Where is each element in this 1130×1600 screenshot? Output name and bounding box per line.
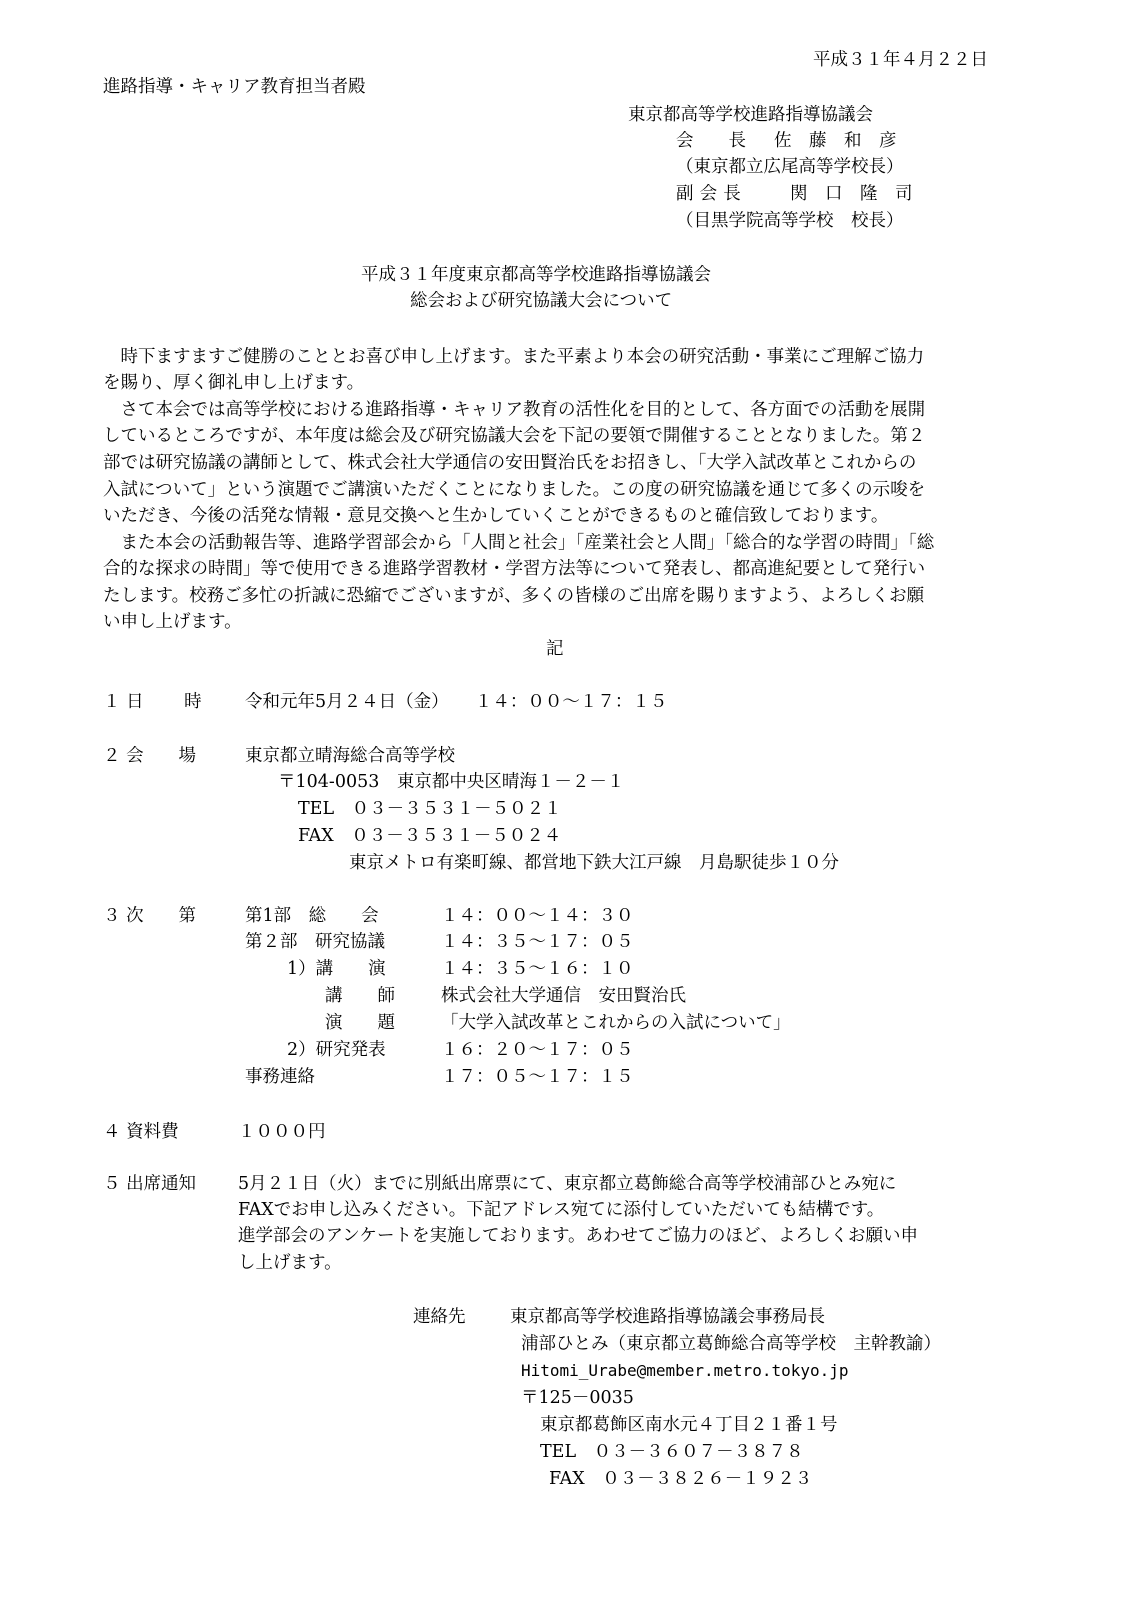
contact-fax: FAX ０３－３８２６－１９２３ [549, 1469, 813, 1489]
item1-value: 令和元年5月２４日（金） １４：００～１７：１５ [245, 692, 668, 712]
contact-label: 連絡先 [413, 1307, 466, 1327]
program-row-name: 1）講 演 [287, 959, 386, 979]
program-row-time: １４：３５～１６：１０ [441, 959, 634, 979]
venue-postal-address: 〒104-0053 東京都中央区晴海１－２－１ [278, 772, 625, 792]
item3-label: ３ 次 第 [103, 906, 197, 926]
document-date: 平成３１年４月２２日 [813, 50, 988, 70]
ki-heading: 記 [546, 639, 564, 659]
program-row-detail: 「大学入試改革とこれからの入試について」 [441, 1013, 791, 1033]
president-name: 佐 藤 和 彦 [774, 131, 897, 151]
contact-tel: TEL ０３－３６０７－３８７８ [540, 1442, 804, 1462]
program-row-name: 演 題 [325, 1013, 395, 1033]
addressee: 進路指導・キャリア教育担当者殿 [103, 77, 366, 97]
contact-org: 東京都高等学校進路指導協議会事務局長 [510, 1307, 825, 1327]
program-row-time: １６：２０～１７：０５ [441, 1040, 634, 1060]
vice-president-name: 関 口 隆 司 [790, 184, 913, 204]
venue-tel: TEL ０３－３５３１－５０２１ [298, 799, 562, 819]
program-row-name: 第1部 総 会 [245, 906, 379, 926]
program-row-name: 第２部 研究協議 [245, 932, 385, 952]
document-title-line2: 総会および研究協議大会について [410, 291, 673, 311]
item4-value: １０００円 [238, 1122, 326, 1142]
body-line: 時下ますますご健勝のこととお喜び申し上げます。また平素より本会の研究活動・事業にご理解ご協力 [103, 347, 925, 367]
body-line: いただき、今後の活発な情報・意見交換へと生かしていくことができるものと確信致しております。 [103, 506, 889, 526]
venue-access: 東京メトロ有楽町線、都営地下鉄大江戸線 月島駅徒歩１０分 [349, 853, 839, 873]
body-line: さて本会では高等学校における進路指導・キャリア教育の活性化を目的として、各方面での活動を展開 [103, 400, 926, 420]
vice-president-title: 副会長 [676, 184, 747, 204]
venue-fax: FAX ０３－３５３１－５０２４ [298, 826, 562, 846]
item4-label: ４ 資料費 [103, 1122, 179, 1142]
item2-label: ２ 会 場 [103, 746, 197, 766]
attendance-line: FAXでお申し込みください。下記アドレス宛てに添付していただいても結構です。 [238, 1200, 885, 1220]
president-title: 会 長 [676, 131, 746, 151]
contact-person: 浦部ひとみ（東京都立葛飾総合高等学校 主幹教諭） [521, 1334, 941, 1354]
document-title-line1: 平成３１年度東京都高等学校進路指導協議会 [361, 265, 711, 285]
body-line: 入試について」という演題でご講演いただくことになりました。この度の研究協議を通じて多くの示唆を [103, 480, 926, 500]
body-line: 合的な探求の時間」等で使用できる進路学習教材・学習方法等について発表し、都高進紀要として発行い [103, 559, 926, 579]
president-affiliation: （東京都立広尾高等学校長） [676, 157, 904, 177]
program-row-name: 2）研究発表 [287, 1040, 386, 1060]
body-line: たします。校務ご多忙の折誠に恐縮でございますが、多くの皆様のご出席を賜りますよう、よろしくお願 [103, 586, 925, 606]
program-row-name: 事務連絡 [245, 1067, 315, 1087]
body-line: しているところですが、本年度は総会及び研究協議大会を下記の要領で開催することとなりました。第２ [103, 426, 926, 446]
program-row-time: １７：０５～１７：１５ [441, 1067, 634, 1087]
attendance-line: 5月２１日（火）までに別紙出席票にて、東京都立葛飾総合高等学校浦部ひとみ宛に [238, 1174, 897, 1194]
program-row-time: １４：３５～１７：０５ [441, 932, 634, 952]
sender-org: 東京都高等学校進路指導協議会 [628, 105, 873, 125]
body-line: また本会の活動報告等、進路学習部会から「人間と社会」「産業社会と人間」「総合的な学習の時間」「総 [103, 533, 935, 553]
item1-label: １ 日 時 [103, 692, 202, 712]
attendance-line: 進学部会のアンケートを実施しております。あわせてご協力のほど、よろしくお願い申 [238, 1226, 919, 1246]
item5-label: ５ 出席通知 [103, 1174, 197, 1194]
program-row-name: 講 師 [325, 986, 395, 1006]
body-line: い申し上げます。 [103, 612, 242, 632]
program-row-detail: 株式会社大学通信 安田賢治氏 [441, 986, 686, 1006]
attendance-line: し上げます。 [238, 1253, 342, 1273]
contact-postal: 〒125－0035 [521, 1388, 634, 1408]
program-row-time: １４：００～１４：３０ [441, 906, 634, 926]
contact-email[interactable]: Hitomi_Urabe@member.metro.tokyo.jp [521, 1361, 849, 1380]
body-line: を賜り、厚く御礼申し上げます。 [103, 373, 365, 393]
vice-president-affiliation: （目黒学院高等学校 校長） [676, 211, 904, 231]
venue-name: 東京都立晴海総合高等学校 [245, 746, 455, 766]
contact-address: 東京都葛飾区南水元４丁目２１番１号 [540, 1415, 838, 1435]
body-line: 部では研究協議の講師として、株式会社大学通信の安田賢治氏をお招きし、「大学入試改革とこれからの [103, 453, 917, 473]
